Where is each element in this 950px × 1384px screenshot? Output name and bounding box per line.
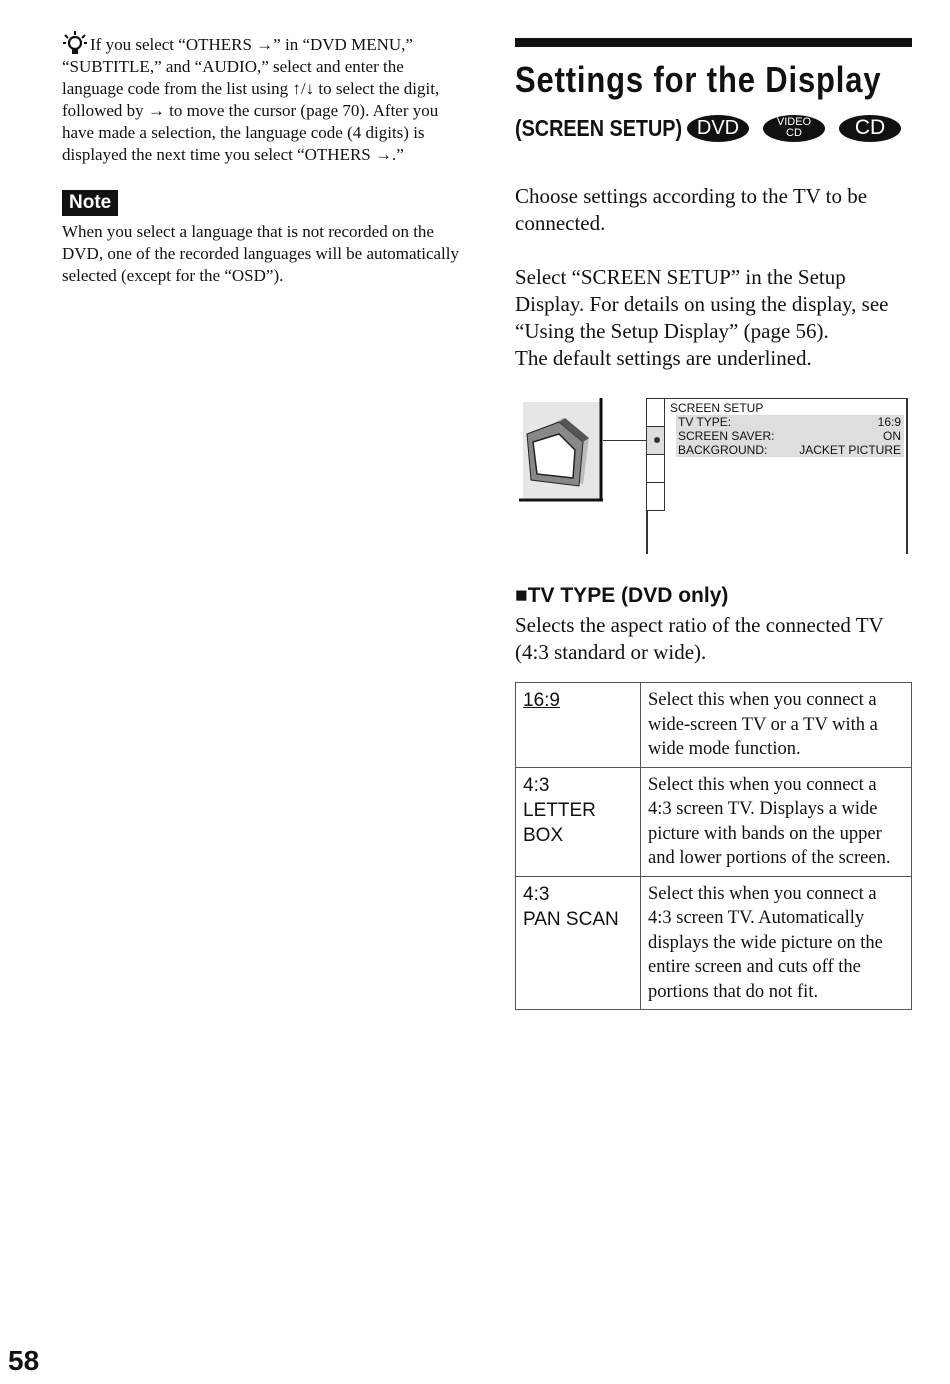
hint-block [62, 30, 462, 166]
instructions-line-2: The default settings are underlined. [515, 346, 812, 370]
page-subtitle: (SCREEN SETUP) [515, 114, 683, 141]
screen-setup-tv-icon [519, 398, 603, 502]
table-row [516, 767, 912, 876]
option-description: Select this when you connect a 4:3 screen TV. Automatically displays the wide picture on the entire screen and cuts off the portions that do not fit. [641, 876, 912, 1010]
instructions-paragraph [515, 264, 912, 372]
page-number: 58 [8, 1345, 40, 1376]
video-cd-badge-bottom: CD [786, 127, 802, 139]
menu-row-value: ON [883, 429, 901, 443]
table-row [516, 683, 912, 768]
menu-side-tabs [646, 398, 665, 511]
menu-row-tv-type[interactable] [676, 415, 904, 429]
option-key-line: BOX [523, 824, 564, 846]
video-cd-badge [763, 115, 825, 142]
menu-row-label: BACKGROUND: [678, 443, 768, 457]
menu-header: SCREEN SETUP [670, 401, 764, 415]
menu-row-background[interactable] [676, 443, 904, 457]
tv-type-options-table [515, 682, 912, 1010]
menu-tab[interactable] [646, 482, 665, 511]
dvd-badge: DVD [687, 115, 749, 142]
instructions-line-1: Select “SCREEN SETUP” in the Setup Display. For details on using the display, see “Using the Setup Display” (page 56). [515, 265, 889, 343]
heading-square-marker: ■ [515, 584, 528, 607]
tv-type-heading [515, 584, 912, 608]
subtitle-row [515, 113, 912, 143]
menu-tab[interactable] [646, 398, 665, 426]
option-description: Select this when you connect a 4:3 screen TV. Displays a wide picture with bands on the upper and lower portions of the screen. [641, 767, 912, 876]
table-row [516, 876, 912, 1010]
hint-text: If you select “OTHERS →” in “DVD MENU,” “SUBTITLE,” and “AUDIO,” select and enter the language code from the list using ↑/↓ to select the digit, followed by → to move the cursor (page 70). After you have made a selection, the language code (4 digits) is displayed the next time you select “OTHERS →.” [62, 35, 440, 164]
tv-type-heading-text: TV TYPE (DVD only) [527, 584, 729, 607]
option-key-line: PAN SCAN [523, 908, 619, 930]
menu-row-value: JACKET PICTURE [799, 443, 901, 457]
right-column [515, 38, 912, 1010]
option-key-line: 16:9 [523, 690, 560, 711]
setup-display-figure [515, 398, 912, 558]
lightbulb-hint-icon [62, 30, 88, 56]
intro-paragraph: Choose settings according to the TV to be connected. [515, 184, 868, 235]
cd-badge: CD [839, 115, 901, 142]
menu-row-screen-saver[interactable] [676, 429, 904, 443]
screen-setup-menu [646, 398, 908, 554]
option-key [516, 876, 641, 1010]
note-text: When you select a language that is not recorded on the DVD, one of the recorded languages will be automatically selected (except for the “OSD”). [62, 222, 460, 285]
title-rule [515, 38, 912, 47]
option-key-line: 4:3 [523, 774, 550, 796]
menu-row-value: 16:9 [877, 415, 901, 429]
menu-rows [676, 415, 904, 457]
option-key [516, 683, 641, 768]
menu-row-label: SCREEN SAVER: [678, 429, 775, 443]
page-title: Settings for the Display [515, 59, 882, 100]
note-label: Note [62, 190, 118, 216]
option-key-line: LETTER [523, 799, 596, 821]
option-key-line: 4:3 [523, 883, 550, 905]
left-column [62, 30, 462, 287]
video-cd-badge-top: VIDEO [776, 116, 812, 128]
tv-type-description: Selects the aspect ratio of the connected TV (4:3 standard or wide). [515, 613, 884, 664]
menu-tab[interactable] [646, 454, 665, 482]
connector-dot [654, 437, 660, 443]
option-key [516, 767, 641, 876]
menu-row-label: TV TYPE: [678, 415, 732, 429]
option-description: Select this when you connect a wide-screen TV or a TV with a wide mode function. [641, 683, 912, 768]
